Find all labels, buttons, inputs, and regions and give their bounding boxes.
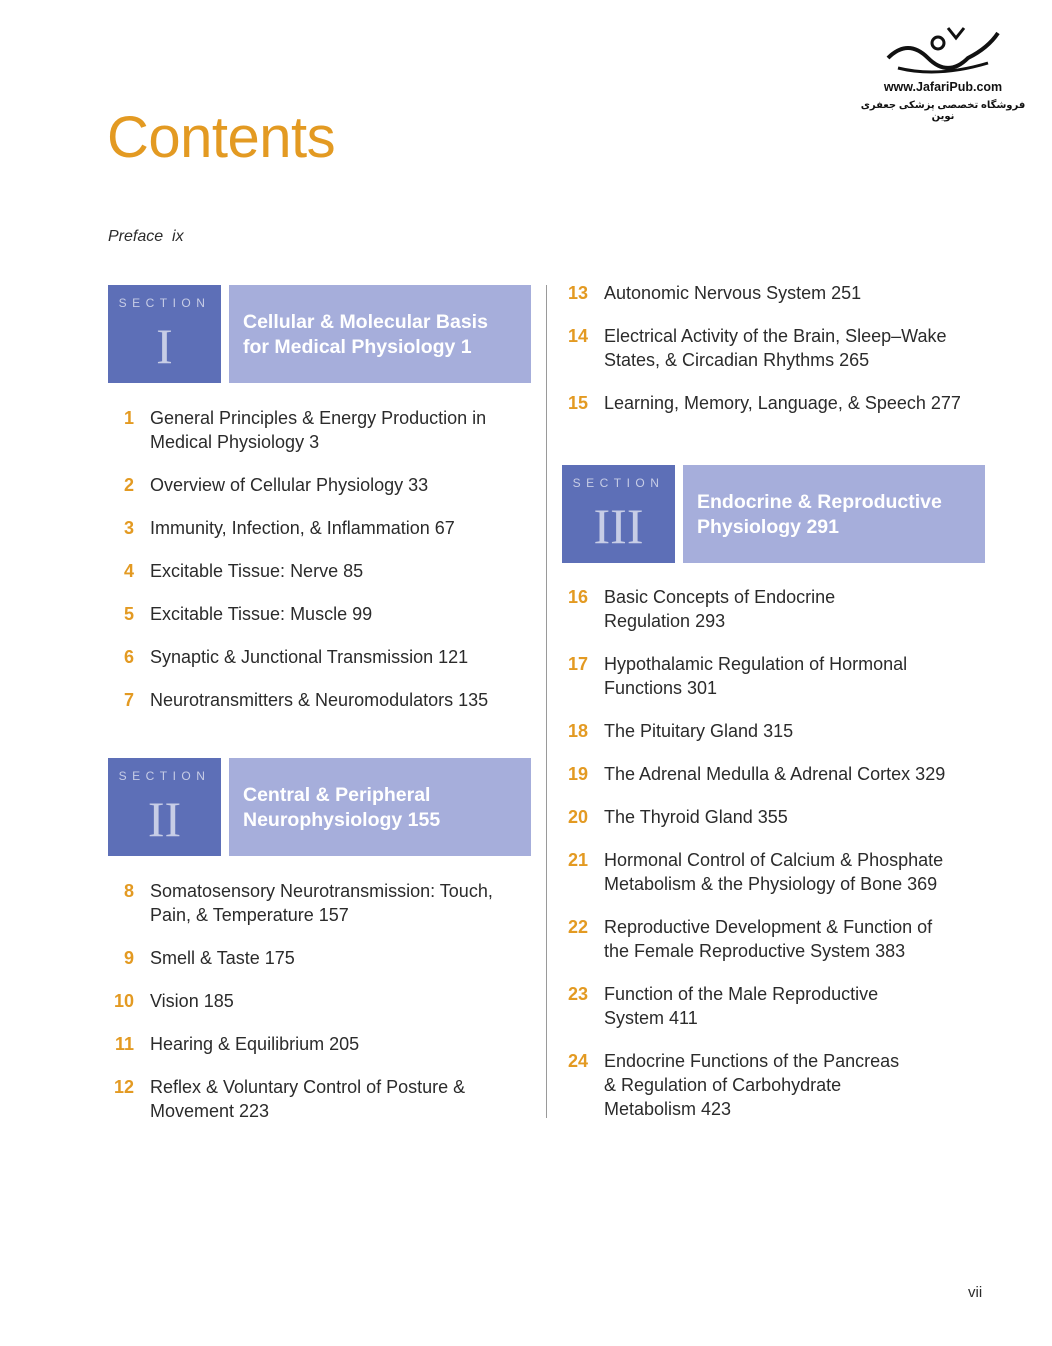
- section-header-3[interactable]: [562, 465, 986, 563]
- chapter-title: Vision 185: [150, 991, 234, 1011]
- chapter-title: The Thyroid Gland 355: [604, 807, 788, 827]
- section-roman-numeral: III: [593, 498, 644, 554]
- chapter-title: The Pituitary Gland 315: [604, 721, 794, 741]
- chapter-title-line: Hormonal Control of Calcium & Phosphate: [604, 850, 944, 870]
- section-title-line: Cellular & Molecular Basis: [243, 311, 488, 333]
- chapter-title-line: States, & Circadian Rhythms 265: [604, 350, 870, 370]
- section-title-line: Central & Peripheral: [243, 784, 431, 806]
- chapter-number: 1: [123, 408, 134, 428]
- chapter-number: 23: [567, 984, 588, 1004]
- chapter-number: 10: [113, 991, 134, 1011]
- logo-subtitle: فروشگاه تخصصی پزشکی جعفری نوین: [860, 100, 1026, 122]
- chapter-title-line: Functions 301: [604, 678, 718, 698]
- preface-label: Preface: [108, 228, 164, 245]
- chapter-title: [150, 879, 535, 927]
- chapter-title: Excitable Tissue: Muscle 99: [150, 604, 373, 624]
- section-title-line: Neurophysiology 155: [243, 809, 441, 831]
- section-title-line: Physiology 291: [697, 516, 839, 538]
- chapter-title-line: Metabolism & the Physiology of Bone 369: [604, 874, 938, 894]
- page-number: vii: [968, 1284, 983, 1301]
- chapter-number: 5: [123, 604, 134, 624]
- chapter-title-line: & Regulation of Carbohydrate: [604, 1075, 842, 1095]
- chapter-title-line: Regulation 293: [604, 611, 726, 631]
- chapter-title-line: Function of the Male Reproductive: [604, 984, 879, 1004]
- chapter-number: 8: [123, 881, 134, 901]
- publisher-logo: [858, 18, 1028, 128]
- chapter-title: [604, 982, 989, 1030]
- section-title-line: for Medical Physiology 1: [243, 336, 472, 358]
- chapter-number: 7: [123, 690, 134, 710]
- chapter-title-line: Reproductive Development & Function of: [604, 917, 933, 937]
- chapter-number: 9: [123, 948, 134, 968]
- section-roman-numeral: II: [147, 791, 182, 847]
- chapter-title-line: the Female Reproductive System 383: [604, 941, 906, 961]
- chapter-title: [604, 652, 989, 700]
- chapter-title: [604, 915, 989, 963]
- chapter-title-line: System 411: [604, 1008, 698, 1028]
- chapter-title: [604, 585, 989, 633]
- chapter-number: 17: [567, 654, 588, 674]
- chapter-title: Synaptic & Junctional Transmission 121: [150, 647, 469, 667]
- section-title: [697, 490, 987, 540]
- section-label: SECTION: [118, 769, 211, 783]
- chapter-title-line: Metabolism 423: [604, 1099, 732, 1119]
- chapter-title-line: Electrical Activity of the Brain, Sleep–Wake: [604, 326, 947, 346]
- section-title: [243, 310, 533, 360]
- section-title: [243, 783, 533, 833]
- chapter-number: 20: [567, 807, 588, 827]
- chapter-number: 13: [567, 283, 588, 303]
- section-title-line: Endocrine & Reproductive: [697, 491, 942, 513]
- section-title-box: [229, 758, 531, 856]
- chapter-number: 19: [567, 764, 588, 784]
- section-label: SECTION: [118, 296, 211, 310]
- chapter-title: Overview of Cellular Physiology 33: [150, 475, 429, 495]
- chapter-title: Learning, Memory, Language, & Speech 277: [604, 393, 961, 413]
- calligraphy-logo-icon: [878, 18, 1008, 78]
- chapter-title: [604, 324, 989, 372]
- chapter-number: 15: [567, 393, 588, 413]
- column-divider: [546, 285, 547, 1118]
- chapter-title-line: Endocrine Functions of the Pancreas: [604, 1051, 900, 1071]
- chapter-title: Immunity, Infection, & Inflammation 67: [150, 518, 455, 538]
- section-roman-numeral: I: [156, 318, 173, 374]
- chapter-title: The Adrenal Medulla & Adrenal Cortex 329: [604, 764, 946, 784]
- chapter-title-line: Somatosensory Neurotransmission: Touch,: [150, 881, 493, 901]
- chapter-title-line: General Principles & Energy Production in: [150, 408, 487, 428]
- section-number-box: [562, 465, 675, 563]
- chapter-title: Autonomic Nervous System 251: [604, 283, 862, 303]
- chapter-title: [150, 1075, 535, 1123]
- preface-page: ix: [172, 228, 184, 245]
- chapter-number: 22: [567, 917, 588, 937]
- section-header-2[interactable]: [108, 758, 532, 856]
- chapter-title: [604, 848, 989, 896]
- chapter-number: 4: [123, 561, 134, 581]
- chapter-title-line: Pain, & Temperature 157: [150, 905, 349, 925]
- chapter-title: Excitable Tissue: Nerve 85: [150, 561, 364, 581]
- chapter-number: 2: [123, 475, 134, 495]
- chapter-number: 6: [123, 647, 134, 667]
- section-number-box: [108, 758, 221, 856]
- chapter-number: 12: [113, 1077, 134, 1097]
- section-label: SECTION: [572, 476, 665, 490]
- section-title-box: [683, 465, 985, 563]
- section-number-box: [108, 285, 221, 383]
- chapter-number: 14: [567, 326, 588, 346]
- chapter-title: Neurotransmitters & Neuromodulators 135: [150, 690, 489, 710]
- chapter-title-line: Movement 223: [150, 1101, 270, 1121]
- logo-url: www.JafariPub.com: [883, 80, 1003, 94]
- chapter-title: [150, 406, 535, 454]
- section-header-1[interactable]: [108, 285, 532, 383]
- preface-entry[interactable]: [108, 228, 184, 246]
- chapter-title: Smell & Taste 175: [150, 948, 295, 968]
- chapter-number: 3: [123, 518, 134, 538]
- chapter-number: 21: [567, 850, 588, 870]
- chapter-title-line: Medical Physiology 3: [150, 432, 320, 452]
- chapter-number: 18: [567, 721, 588, 741]
- chapter-title-line: Basic Concepts of Endocrine: [604, 587, 836, 607]
- chapter-title: [604, 1049, 989, 1121]
- chapter-title-line: Reflex & Voluntary Control of Posture &: [150, 1077, 466, 1097]
- page-title: Contents: [107, 105, 336, 170]
- section-title-box: [229, 285, 531, 383]
- chapter-number: 16: [567, 587, 588, 607]
- chapter-title: Hearing & Equilibrium 205: [150, 1034, 360, 1054]
- chapter-number: 11: [114, 1034, 134, 1054]
- chapter-title-line: Hypothalamic Regulation of Hormonal: [604, 654, 908, 674]
- chapter-number: 24: [567, 1051, 588, 1071]
